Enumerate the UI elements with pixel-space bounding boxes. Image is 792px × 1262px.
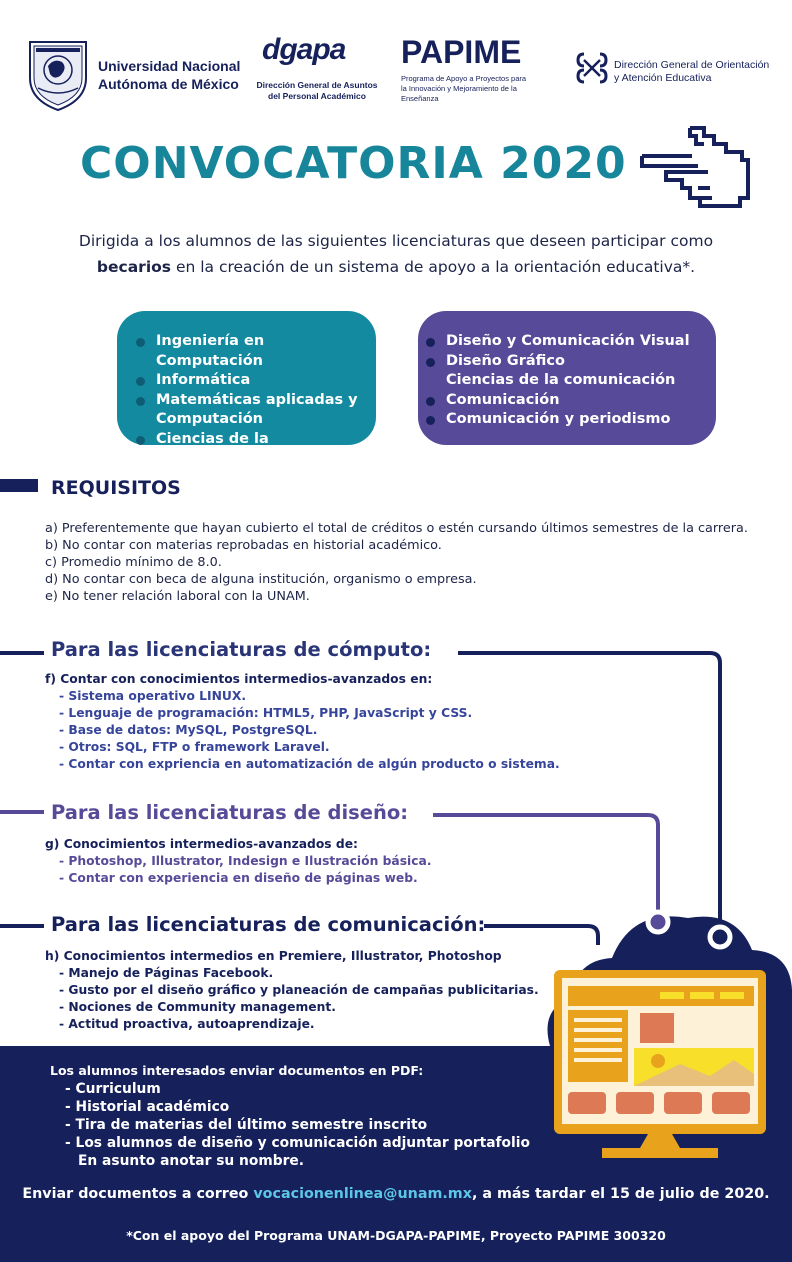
comunicacion-item: - Gusto por el diseño gráfico y planeación de campañas publicitarias. (59, 983, 539, 997)
career-item: Comunicación y periodismo (426, 410, 716, 430)
comunicacion-list (45, 948, 539, 1033)
send-after: , a más tardar el 15 de julio de 2020. (471, 1186, 770, 1202)
requisito-item: b) No contar con materias reprobadas en historial académico. (45, 538, 442, 553)
comunicacion-title: Para las licenciaturas de comunicación: (51, 913, 486, 936)
career-item: Ciencias de la comunicación (446, 372, 676, 388)
document-item: - Historial académico (65, 1099, 230, 1115)
computo-item: - Base de datos: MySQL, PostgreSQL. (59, 723, 318, 737)
intro-line2-rest: en la creación de un sistema de apoyo a la orientación educativa*. (171, 258, 696, 276)
comunicacion-head: h) Conocimientos intermedios en Premiere, Illustrator, Photoshop (45, 949, 502, 963)
career-item: Matemáticas aplicadas y (136, 391, 376, 411)
document-item: - Curriculum (65, 1081, 161, 1097)
computer-screen-illustration (540, 880, 792, 1162)
career-item: Comunicación (426, 391, 716, 411)
unam-name-line1: Universidad Nacional (98, 58, 241, 74)
diseno-item: - Photoshop, Illustrator, Indesign e Ilustración básica. (59, 854, 432, 868)
computo-item: - Contar con expriencia en automatización de algún producto o sistema. (59, 757, 560, 771)
papime-line2: la Innovación y Mejoramiento de la (401, 84, 517, 93)
requisito-item: c) Promedio mínimo de 8.0. (45, 555, 222, 570)
comunicacion-item: - Manejo de Páginas Facebook. (59, 966, 274, 980)
career-item: Diseño y Comunicación Visual (426, 332, 716, 352)
footer-note: *Con el apoyo del Programa UNAM-DGAPA-PAPIME, Proyecto PAPIME 300320 (126, 1228, 666, 1243)
documents-note: En asunto anotar su nombre. (78, 1153, 305, 1169)
comunicacion-item: - Nociones de Community management. (59, 1000, 336, 1014)
career-item: Ciencias de la Computación (136, 430, 376, 469)
requisitos-title: REQUISITOS (51, 477, 181, 499)
send-instructions (0, 1186, 792, 1202)
papime-logo: PAPIME (401, 34, 522, 70)
career-item: Ingeniería en Computación (136, 332, 376, 371)
diseno-head: g) Conocimientos intermedios-avanzados de: (45, 837, 358, 851)
email-link[interactable]: vocacionenlinea@unam.mx (253, 1186, 472, 1202)
dgapa-line2: del Personal Académico (268, 91, 366, 101)
requisito-item: d) No contar con beca de alguna institución, organismo o empresa. (45, 572, 477, 587)
page-title: CONVOCATORIA 2020 (80, 138, 627, 189)
document-item: - Los alumnos de diseño y comunicación adjuntar portafolio (65, 1135, 530, 1151)
computo-head: f) Contar con conocimientos intermedios-avanzados en: (45, 672, 433, 686)
computo-item: - Sistema operativo LINUX. (59, 689, 247, 703)
dgapa-logo: dgapa (262, 33, 346, 66)
documents-list (50, 1062, 530, 1170)
documents-head: Los alumnos interesados enviar documentos en PDF: (50, 1063, 424, 1078)
document-item: - Tira de materias del último semestre inscrito (65, 1117, 428, 1133)
send-before: Enviar documentos a correo (22, 1186, 254, 1202)
intro-bold-becarios: becarios (96, 258, 172, 276)
computo-item: - Otros: SQL, FTP o framework Laravel. (59, 740, 330, 754)
papime-line1: Programa de Apoyo a Proyectos para (401, 74, 527, 83)
dgoae-line1: Dirección General de Orientación (614, 59, 770, 71)
intro-line1: Dirigida a los alumnos de las siguientes licenciaturas que deseen participar como (78, 232, 714, 250)
requisito-item: a) Preferentemente que hayan cubierto el total de créditos o estén cursando últimos semestres de la carrera. (45, 521, 748, 536)
computo-item: - Lenguaje de programación: HTML5, PHP, JavaScript y CSS. (59, 706, 473, 720)
comunicacion-item: - Actitud proactiva, autoaprendizaje. (59, 1017, 315, 1031)
unam-name-line2: Autónoma de México (98, 76, 239, 92)
papime-line3: Enseñanza (401, 94, 439, 103)
career-item: Diseño Gráfico (426, 352, 716, 372)
requisito-item: e) No tener relación laboral con la UNAM. (45, 589, 310, 604)
diseno-item: - Contar con experiencia en diseño de páginas web. (59, 871, 418, 885)
dgapa-line1: Dirección General de Asuntos (256, 80, 378, 90)
career-item: Informática (136, 371, 376, 391)
career-item-continuation: Computación (156, 411, 263, 427)
dgoae-line2: y Atención Educativa (614, 72, 712, 84)
computo-list (45, 671, 560, 773)
computo-title: Para las licenciaturas de cómputo: (51, 638, 432, 661)
diseno-list (45, 836, 432, 887)
diseno-title: Para las licenciaturas de diseño: (51, 801, 409, 824)
